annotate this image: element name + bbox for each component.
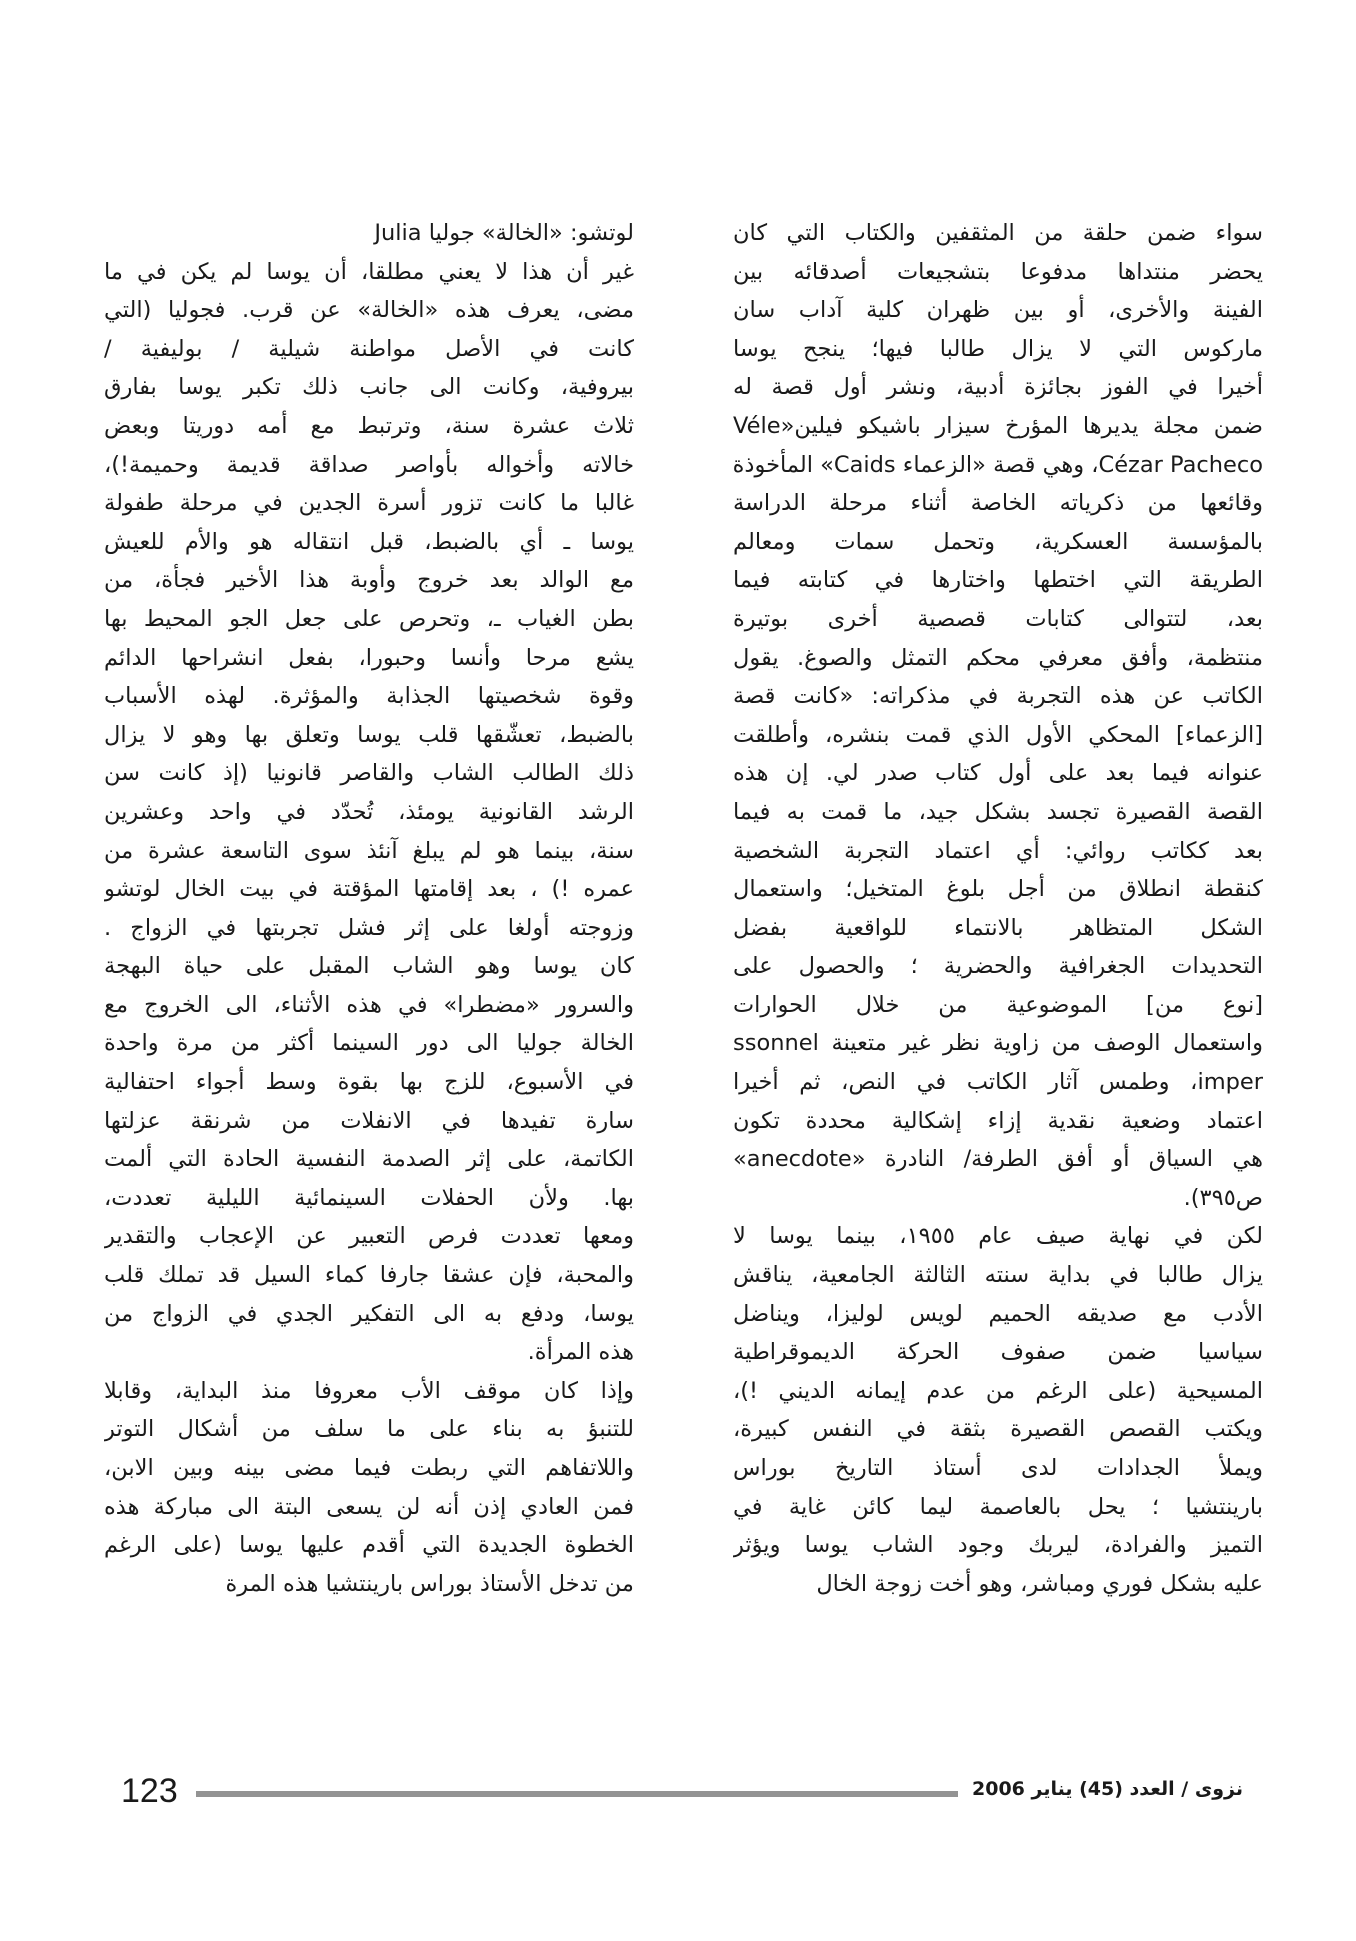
text-line: بعد ككاتب روائي: أي اعتماد التجربة الشخصية — [733, 837, 1263, 864]
page-footer — [0, 1774, 1356, 1814]
text-line: يشع مرحا وأنسا وحبورا، بفعل انشراحها الدائم — [104, 644, 634, 671]
text-line: الخالة جوليا الى دور السينما أكثر من مرة واحدة — [104, 1030, 634, 1057]
text-line: لوتشو: «الخالة» جوليا Julia — [374, 220, 634, 246]
text-line: ويكتب القصص القصيرة بثقة في النفس كبيرة، — [733, 1416, 1263, 1443]
text-line: فمن العادي إذن أنه لن يسعى البتة الى مباركة هذه — [104, 1493, 634, 1520]
text-line: [نوع من] الموضوعية من خلال الحوارات — [733, 991, 1263, 1018]
article-column-right — [733, 214, 1263, 1603]
text-line: والمحبة، فإن عشقا جارفا كماء السيل قد تملك قلب — [104, 1262, 634, 1289]
text-line: يوسا ـ أي بالضبط، قبل انتقاله هو والأم للعيش — [104, 528, 634, 555]
text-line: كنقطة انطلاق من أجل بلوغ المتخيل؛ واستعمال — [733, 876, 1263, 903]
text-line: imper، وطمس آثار الكاتب في النص، ثم أخيرا — [733, 1069, 1263, 1096]
text-line: يزال طالبا في بداية سنته الثالثة الجامعية، يناقش — [733, 1262, 1263, 1289]
text-line: والسرور «مضطرا» في هذه الأثناء، الى الخروج مع — [104, 991, 634, 1018]
text-line: عنوانه فيما بعد على أول كتاب صدر لي. إن هذه — [733, 760, 1263, 787]
text-line: ويملأ الجدادات لدى أستاذ التاريخ بوراس — [733, 1455, 1263, 1481]
text-line: في الأسبوع، للزج بها بقوة وسط أجواء احتفالية — [104, 1069, 634, 1096]
text-line: هذه المرأة. — [527, 1339, 634, 1366]
page-number: 123 — [121, 1772, 178, 1810]
text-line: الرشد القانونية يومئذ، تُحدّد في واحد وعشرين — [104, 798, 634, 825]
text-line: [الزعماء] المحكي الأول الذي قمت بنشره، وأطلقت — [733, 721, 1263, 748]
text-line: يحضر منتداها مدفوعا بتشجيعات أصدقائه بين — [733, 258, 1263, 285]
text-line: مضى، يعرف هذه «الخالة» عن قرب. فجوليا (التي — [104, 297, 634, 324]
text-line: سارة تفيدها في الانفلات من شرنقة عزلتها — [104, 1107, 634, 1134]
text-line: هي السياق أو أفق الطرفة/ النادرة «anecdote» — [733, 1146, 1263, 1173]
text-line: القصة القصيرة تجسد بشكل جيد، ما قمت به فيما — [733, 798, 1263, 825]
text-line: وإذا كان موقف الأب معروفا منذ البداية، وقابلا — [104, 1377, 634, 1404]
text-line: الكاتمة، على إثر الصدمة النفسية الحادة التي ألمت — [104, 1146, 634, 1173]
text-line: ومعها تعددت فرص التعبير عن الإعجاب والتقدير — [104, 1223, 634, 1250]
text-line: بعد، لتتوالى كتابات قصصية أخرى بوتيرة — [733, 605, 1263, 632]
issue-label: نزوى / العدد (45) يناير 2006 — [972, 1778, 1243, 1800]
text-line: كانت في الأصل مواطنة شيلية / بوليفية / — [104, 335, 634, 362]
text-line: وقائعها من ذكرياته الخاصة أثناء مرحلة الدراسة — [733, 490, 1263, 517]
text-line: ضمن مجلة يديرها المؤرخ سيزار باشيكو فيلين«Véle — [733, 412, 1263, 439]
text-line: كان يوسا وهو الشاب المقبل على حياة البهجة — [104, 953, 634, 980]
text-line: واستعمال الوصف من زاوية نظر غير متعينة ssonnel — [733, 1030, 1263, 1057]
text-line: ثلاث عشرة سنة، وترتبط مع أمه دوريتا وبعض — [104, 412, 634, 439]
text-line: بارينتشيا ؛ يحل بالعاصمة ليما كائن غاية في — [733, 1493, 1263, 1520]
text-line: الشكل المتظاهر بالانتماء للواقعية بفضل — [733, 914, 1263, 941]
text-line: للتنبؤ به بناء على ما سلف من أشكال التوتر — [104, 1416, 634, 1443]
text-line: بيروفية، وكانت الى جانب ذلك تكبر يوسا بفارق — [104, 374, 634, 401]
text-line: مع الوالد بعد خروج وأوبة هذا الأخير فجأة، من — [104, 567, 634, 594]
text-line: وقوة شخصيتها الجذابة والمؤثرة. لهذه الأسباب — [104, 683, 634, 710]
text-line: أخيرا في الفوز بجائزة أدبية، ونشر أول قصة له — [733, 374, 1263, 401]
text-line: بالضبط، تعشّقها قلب يوسا وتعلق بها وهو لا يزال — [104, 721, 634, 748]
text-line: ص٣٩٥). — [1183, 1184, 1263, 1211]
text-line: الأدب مع صديقه الحميم لويس لوليزا، ويناضل — [733, 1300, 1263, 1327]
text-line: عليه بشكل فوري ومباشر، وهو أخت زوجة الخال — [816, 1570, 1263, 1597]
text-line: واللاتفاهم التي ربطت فيما مضى بينه وبين الابن، — [104, 1455, 634, 1481]
text-line: الطريقة التي اختطها واختارها في كتابته فيما — [733, 567, 1263, 594]
text-line: ماركوس التي لا يزال طالبا فيها؛ ينجح يوسا — [733, 335, 1263, 362]
text-line: الكاتب عن هذه التجربة في مذكراته: «كانت قصة — [733, 683, 1263, 710]
text-line: غير أن هذا لا يعني مطلقا، أن يوسا لم يكن في ما — [104, 258, 634, 285]
text-line: اعتماد وضعية نقدية إزاء إشكالية محددة تكون — [733, 1107, 1263, 1134]
text-line: يوسا، ودفع به الى التفكير الجدي في الزواج من — [104, 1300, 634, 1327]
text-line: المسيحية (على الرغم من عدم إيمانه الديني !)، — [733, 1377, 1263, 1404]
text-line: منتظمة، وأفق معرفي محكم التمثل والصوغ. يقول — [733, 644, 1263, 671]
article-column-left — [104, 214, 634, 1603]
text-line: لكن في نهاية صيف عام ١٩٥٥، بينما يوسا لا — [733, 1223, 1263, 1250]
text-line: ذلك الطالب الشاب والقاصر قانونيا (إذ كانت سن — [104, 760, 634, 787]
text-line: بالمؤسسة العسكرية، وتحمل سمات ومعالم — [733, 528, 1263, 555]
text-line: سنة، بينما هو لم يبلغ آنئذ سوى التاسعة عشرة من — [104, 837, 634, 864]
text-line: سواء ضمن حلقة من المثقفين والكتاب التي كان — [733, 220, 1263, 246]
text-line: بها. ولأن الحفلات السينمائية الليلية تعددت، — [104, 1184, 634, 1211]
text-line: التحديدات الجغرافية والحضرية ؛ والحصول على — [733, 953, 1263, 980]
text-line: الفينة والأخرى، أو بين ظهران كلية آداب سان — [733, 297, 1263, 324]
text-line: بطن الغياب ـ، وتحرص على جعل الجو المحيط بها — [104, 605, 634, 632]
text-line: غالبا ما كانت تزور أسرة الجدين في مرحلة طفولة — [104, 490, 634, 517]
text-line: التميز والفرادة، ليربك وجود الشاب يوسا ويؤثر — [733, 1532, 1263, 1559]
text-line: الخطوة الجديدة التي أقدم عليها يوسا (على الرغم — [104, 1532, 634, 1559]
text-line: وزوجته أولغا على إثر فشل تجربتها في الزواج . — [104, 914, 634, 941]
footer-rule — [196, 1791, 958, 1797]
text-line: خالاته وأخواله بأواصر صداقة قديمة وحميمة!)، — [104, 451, 634, 478]
text-line: Cézar Pacheco، وهي قصة «الزعماء Caids» المأخوذة — [733, 451, 1263, 478]
text-line: من تدخل الأستاذ بوراس بارينتشيا هذه المرة — [225, 1570, 634, 1597]
text-line: عمره !) ، بعد إقامتها المؤقتة في بيت الخال لوتشو — [104, 876, 634, 903]
text-line: سياسيا ضمن صفوف الحركة الديموقراطية — [733, 1339, 1263, 1366]
